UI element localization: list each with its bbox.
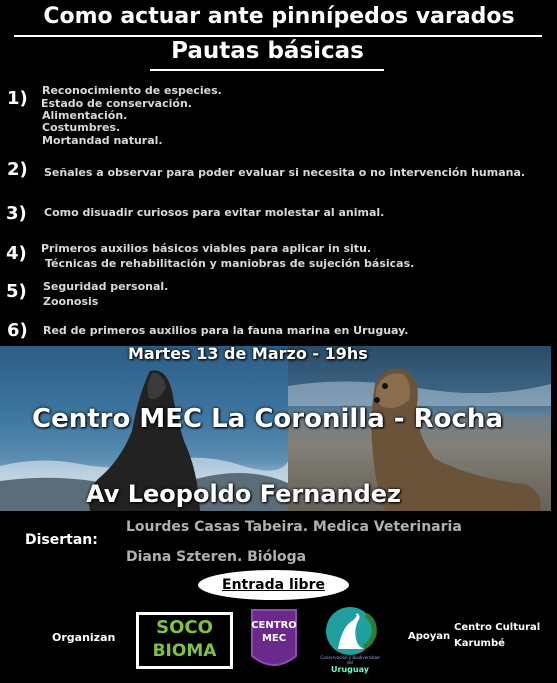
item-number-2: 2): [7, 159, 28, 180]
free-entrance-text: Entrada libre: [222, 577, 325, 593]
item-4-line-1: Primeros auxilios básicos viables para aplicar in situ.: [41, 242, 372, 255]
item-number-6: 6): [7, 320, 28, 341]
conservacion-biodiversidad-logo: [316, 605, 384, 677]
supporter-line-2: Karumbé: [454, 638, 505, 649]
item-number-3: 3): [6, 203, 27, 224]
speakers-label: Disertan:: [25, 532, 98, 548]
free-entrance-badge: [198, 570, 349, 600]
soco-bioma-logo: [136, 612, 233, 669]
heron-icon: [316, 605, 384, 657]
subtitle-underline: [150, 69, 384, 71]
page-subtitle: Pautas básicas: [171, 38, 364, 64]
speaker-1: Lourdes Casas Tabeira. Medica Veterinaria: [126, 519, 462, 535]
item-4-line-2: Técnicas de rehabilitación y maniobras de sujeción básicas.: [45, 257, 415, 270]
item-number-5: 5): [6, 281, 27, 302]
centro-mec-logo-line-1: CENTRO: [251, 620, 297, 631]
page-title: Como actuar ante pinnípedos varados: [43, 4, 515, 29]
item-1-line-5: Mortandad natural.: [42, 134, 163, 147]
item-1-line-4: Costumbres.: [42, 121, 121, 134]
item-1-line-1: Reconocimiento de especies.: [42, 84, 222, 97]
soco-bioma-logo-bottom: BIOMA: [152, 641, 217, 661]
centro-mec-logo: [248, 608, 300, 674]
supporter-line-1: Centro Cultural: [454, 622, 541, 633]
item-5-line-2: Zoonosis: [43, 295, 99, 308]
event-date: Martes 13 de Marzo - 19hs: [128, 344, 368, 363]
item-number-4: 4): [6, 243, 27, 264]
item-6-line-1: Red de primeros auxilios para la fauna marina en Uruguay.: [43, 324, 409, 337]
item-5-line-1: Seguridad personal.: [43, 280, 169, 293]
item-3-line-1: Como disuadir curiosos para evitar molestar al animal.: [44, 206, 385, 219]
event-venue: Centro MEC La Coronilla - Rocha: [32, 404, 503, 434]
item-number-1: 1): [7, 88, 28, 109]
cons-logo-small-text-2: del: [346, 660, 354, 665]
soco-bioma-logo-top: SOCO: [156, 617, 213, 638]
event-address: Av Leopoldo Fernandez: [86, 480, 402, 508]
organizers-label: Organizan: [52, 631, 116, 644]
item-1-line-2: Estado de conservación.: [41, 97, 192, 110]
centro-mec-logo-line-2: MEC: [261, 633, 287, 644]
title-underline: [14, 35, 542, 37]
cons-logo-country: Uruguay: [331, 665, 369, 674]
supporters-label: Apoyan: [408, 631, 451, 642]
item-1-line-3: Alimentación.: [42, 109, 128, 122]
item-2-line-1: Señales a observar para poder evaluar si necesita o no intervención humana.: [44, 166, 526, 179]
cons-logo-small-text-1: Conservación y Biodiversidad: [320, 655, 380, 660]
speaker-2: Diana Szteren. Bióloga: [126, 549, 307, 565]
